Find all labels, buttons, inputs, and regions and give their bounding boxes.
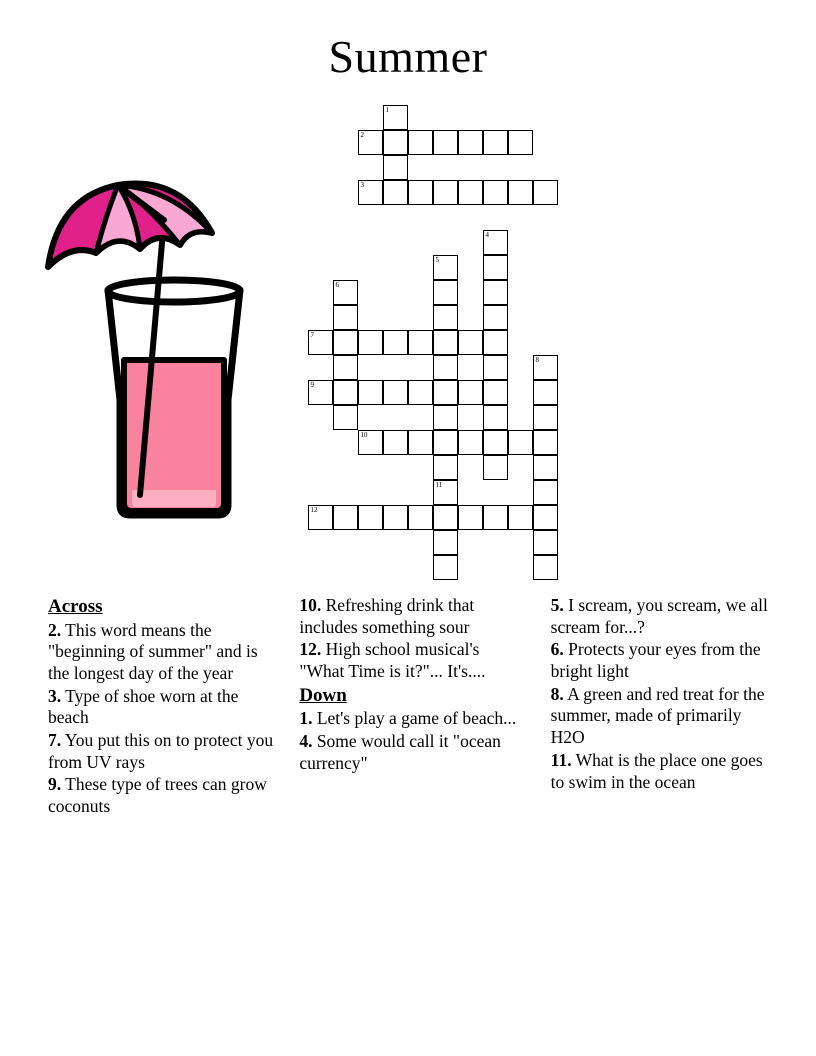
grid-cell[interactable] [533,180,558,205]
grid-cell-number: 2 [360,131,364,139]
grid-cell[interactable] [358,430,383,455]
grid-cell[interactable] [483,130,508,155]
clue-across-9 [48,774,275,817]
grid-cell[interactable] [358,505,383,530]
grid-cell-number: 7 [310,331,314,339]
grid-cell[interactable] [408,380,433,405]
grid-cell[interactable] [483,355,508,380]
grid-cell-number: 12 [310,506,318,514]
clue-text: Protects your eyes from the bright light [550,639,761,682]
clue-down-11 [551,750,778,793]
across-heading: Across [48,596,103,617]
grid-cell[interactable] [358,130,383,155]
grid-cell[interactable] [483,430,508,455]
clue-down-4 [299,731,526,774]
grid-cell[interactable] [483,405,508,430]
clue-number: 10. [299,595,322,615]
clue-down-1 [299,708,526,730]
grid-cell[interactable] [358,180,383,205]
crossword-grid[interactable] [283,105,583,585]
clue-text: Refreshing drink that includes something sour [299,595,475,637]
grid-cell[interactable] [383,180,408,205]
grid-cell[interactable] [458,430,483,455]
clues-column-2 [299,595,526,819]
grid-cell[interactable] [308,330,333,355]
clue-text: This word means the "beginning of summer" and is the longest day of the year [48,619,258,683]
clue-number: 3. [48,685,62,706]
grid-cell[interactable] [433,280,458,305]
grid-cell[interactable] [308,505,333,530]
clue-down-8 [551,684,778,749]
clue-text: A green and red treat for the summer, made of primarily H2O [550,683,765,748]
grid-cell[interactable] [483,180,508,205]
grid-cell[interactable] [433,480,458,505]
clue-text: I scream, you scream, we all scream for...? [550,595,768,637]
clue-text: Type of shoe worn at the beach [48,685,239,728]
grid-cell[interactable] [433,555,458,580]
grid-cell[interactable] [458,130,483,155]
clues-column-1 [48,595,275,819]
grid-cell[interactable] [408,430,433,455]
clue-text: Let's play a game of beach... [312,708,517,729]
grid-cell[interactable] [433,380,458,405]
clue-across-7 [48,730,275,773]
down-heading: Down [299,684,347,706]
grid-cell[interactable] [458,180,483,205]
grid-cell[interactable] [333,355,358,380]
grid-cell[interactable] [333,405,358,430]
grid-cell-number: 5 [435,256,439,264]
grid-cell[interactable] [533,505,558,530]
grid-cell[interactable] [458,330,483,355]
grid-cell[interactable] [508,130,533,155]
grid-cell[interactable] [433,180,458,205]
clue-down-6 [551,639,778,682]
grid-cell[interactable] [408,330,433,355]
page-title: Summer [328,31,488,82]
grid-cell[interactable] [533,530,558,555]
grid-cell[interactable] [433,330,458,355]
grid-cell[interactable] [433,130,458,155]
grid-cell-number: 11 [435,481,443,489]
grid-cell[interactable] [383,505,408,530]
grid-cell[interactable] [483,455,508,480]
clue-text: High school musical's "What Time is it?"... It's.... [299,639,486,682]
grid-cell-number: 9 [310,381,314,389]
clue-number: 1. [299,708,313,729]
grid-cell[interactable] [408,130,433,155]
grid-cell[interactable] [433,455,458,480]
clue-down-5 [551,595,778,638]
grid-cell[interactable] [383,105,408,130]
clue-number: 12. [299,639,322,660]
clue-across-10 [299,595,526,638]
grid-cell[interactable] [533,380,558,405]
grid-cell[interactable] [483,305,508,330]
clues-column-3 [551,595,778,819]
clue-number: 4. [299,730,313,751]
grid-cell[interactable] [358,330,383,355]
clue-number: 2. [48,619,62,640]
grid-cell[interactable] [533,555,558,580]
grid-cell[interactable] [483,330,508,355]
grid-cell[interactable] [333,380,358,405]
grid-cell[interactable] [383,155,408,180]
clue-across-3 [48,686,275,729]
grid-cell[interactable] [408,180,433,205]
grid-cell[interactable] [508,180,533,205]
grid-cell[interactable] [533,405,558,430]
clue-text: What is the place one goes to swim in the ocean [550,749,763,792]
grid-cell-number: 4 [485,231,489,239]
grid-cell[interactable] [383,430,408,455]
grid-cell[interactable] [308,380,333,405]
grid-cell[interactable] [333,505,358,530]
grid-cell-number: 8 [535,356,539,364]
grid-cell[interactable] [508,430,533,455]
grid-cell[interactable] [508,505,533,530]
grid-cell-number: 1 [385,106,389,114]
grid-cell[interactable] [383,130,408,155]
grid-cell[interactable] [433,305,458,330]
grid-cell[interactable] [333,330,358,355]
clue-text: Some would call it "ocean currency" [299,730,501,773]
grid-cell[interactable] [433,255,458,280]
grid-cell-number: 10 [360,431,368,439]
grid-cell[interactable] [433,505,458,530]
clues-section [48,595,778,819]
clue-number: 5. [550,595,564,615]
grid-cell[interactable] [458,505,483,530]
grid-cell[interactable] [533,430,558,455]
clue-number: 11. [550,749,572,770]
grid-cell[interactable] [483,230,508,255]
grid-cell[interactable] [533,355,558,380]
grid-cell-number: 6 [335,281,339,289]
clue-number: 8. [550,683,564,704]
grid-cell[interactable] [483,255,508,280]
grid-cell[interactable] [333,305,358,330]
grid-cell[interactable] [533,455,558,480]
clue-across-2 [48,620,275,685]
grid-cell[interactable] [433,530,458,555]
summer-drink-illustration [40,175,300,535]
clue-across-12 [299,639,526,682]
clue-number: 9. [48,774,62,795]
clue-text: You put this on to protect you from UV rays [48,729,274,772]
grid-cell[interactable] [383,330,408,355]
grid-cell[interactable] [358,380,383,405]
grid-cell-number: 3 [360,181,364,189]
grid-cell[interactable] [433,430,458,455]
grid-cell[interactable] [433,355,458,380]
grid-cell[interactable] [383,380,408,405]
clue-number: 6. [550,639,564,660]
clue-text: These type of trees can grow coconuts [48,774,267,817]
grid-cell[interactable] [483,380,508,405]
grid-cell[interactable] [483,505,508,530]
grid-cell[interactable] [458,380,483,405]
grid-cell[interactable] [533,480,558,505]
grid-cell[interactable] [333,280,358,305]
grid-cell[interactable] [408,505,433,530]
grid-cell[interactable] [483,280,508,305]
clue-number: 7. [48,729,62,750]
grid-cell[interactable] [433,405,458,430]
